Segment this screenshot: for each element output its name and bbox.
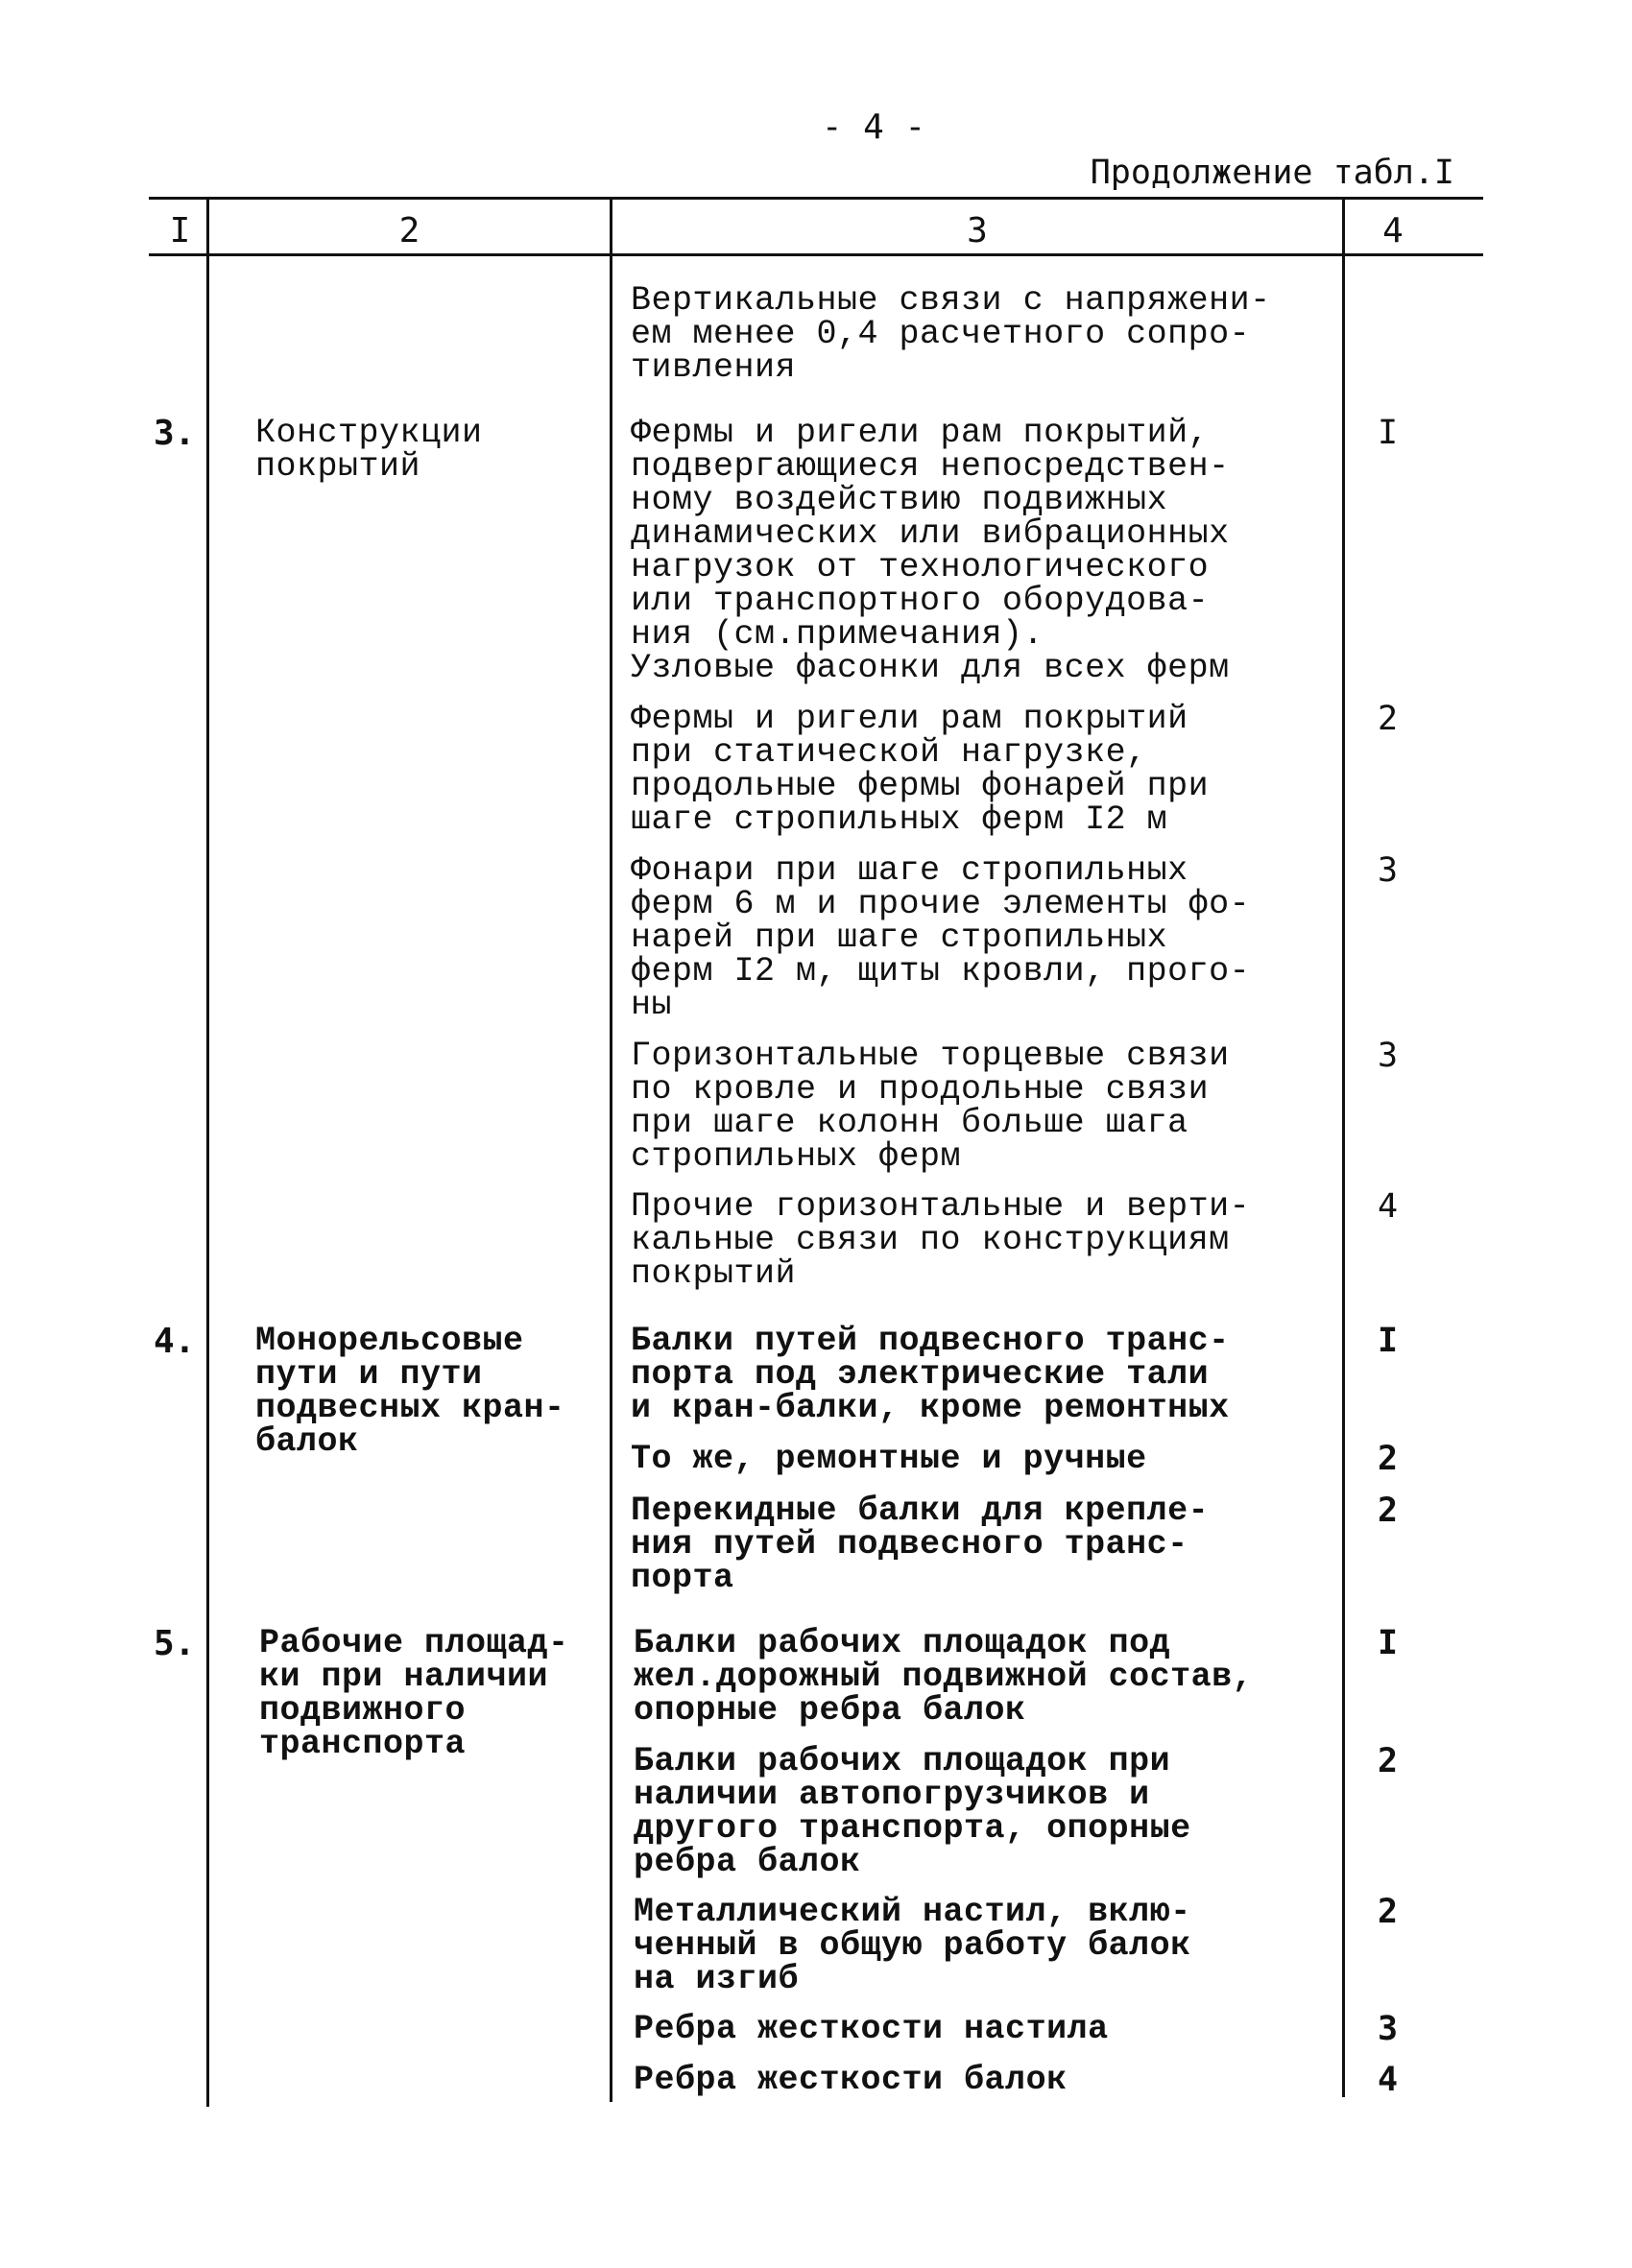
- table-cell-description: Балки путей подвесного транс- порта под электрические тали и кран-балки, кроме ремонтных: [631, 1322, 1230, 1427]
- table-continuation-label: Продолжение табл.I: [1090, 154, 1454, 192]
- table-cell-group: 2: [1378, 1893, 1399, 1931]
- table-cell-number: 3.: [154, 414, 196, 453]
- table-cell-description: Фонари при шаге стропильных ферм 6 м и прочие элементы фо- нарей при шаге стропильных ферм I2 м, щиты кровли, прого- ны: [631, 851, 1251, 1024]
- table-cell-description: Горизонтальные торцевые связи по кровле и продольные связи при шаге колонн больше шага стропильных ферм: [631, 1037, 1230, 1176]
- table-cell-group: 3: [1378, 851, 1399, 890]
- table-cell-group: 2: [1378, 700, 1399, 738]
- table-cell-description: Балки рабочих площадок под жел.дорожный подвижной состав, опорные ребра балок: [634, 1624, 1254, 1730]
- table-header-rule: [149, 253, 1483, 256]
- table-cell-group: 2: [1378, 1492, 1399, 1530]
- column-divider-2: [610, 197, 612, 2102]
- table-cell-description: Прочие горизонтальные и верти- кальные связи по конструкциям покрытий: [631, 1187, 1251, 1293]
- page-number: - 4 -: [821, 107, 926, 147]
- table-top-rule: [149, 197, 1483, 200]
- header-col-2: 2: [398, 211, 420, 251]
- table-cell-number: 5.: [154, 1624, 196, 1663]
- table-cell-group: I: [1378, 1322, 1399, 1360]
- table-cell-group: I: [1378, 414, 1399, 452]
- table-cell-description: Перекидные балки для крепле- ния путей подвесного транс- порта: [631, 1492, 1210, 1597]
- table-cell-group: 3: [1378, 1037, 1399, 1075]
- table-cell-group: 3: [1378, 2010, 1399, 2048]
- table-cell-group: I: [1378, 1624, 1399, 1662]
- table-cell-group: 4: [1378, 2061, 1399, 2099]
- header-col-1: I: [169, 211, 191, 251]
- table-cell-description: Фермы и ригели рам покрытий при статической нагрузке, продольные фермы фонарей при шаге стропильных ферм I2 м: [631, 700, 1210, 839]
- header-col-4: 4: [1382, 211, 1404, 251]
- table-cell-category: Конструкции покрытий: [255, 414, 483, 486]
- table-cell-description: Ребра жесткости настила: [634, 2010, 1109, 2048]
- table-cell-description: Ребра жесткости балок: [634, 2061, 1068, 2099]
- table-cell-description: То же, ремонтные и ручные: [631, 1440, 1147, 1478]
- table-cell-description: Вертикальные связи с напряжени- ем менее 0,4 расчетного сопро- тивления: [631, 281, 1271, 387]
- table-cell-number: 4.: [154, 1322, 196, 1361]
- header-col-3: 3: [967, 211, 988, 251]
- column-divider-1: [206, 197, 209, 2107]
- table-cell-description: Фермы и ригели рам покрытий, подвергающиеся непосредствен- ному воздействию подвижных динамических или вибрационных нагрузок от технологического или транспортного оборудова- ния (см.примечания). Узловые фасонки для всех ферм: [631, 414, 1230, 687]
- table-cell-description: Балки рабочих площадок при наличии автопогрузчиков и другого транспорта, опорные ребра балок: [634, 1742, 1191, 1881]
- table-cell-description: Металлический настил, вклю- ченный в общую работу балок на изгиб: [634, 1893, 1191, 1998]
- table-cell-category: Рабочие площад- ки при наличии подвижного транспорта: [259, 1624, 569, 1763]
- table-cell-category: Монорельсовые пути и пути подвесных кран- балок: [255, 1322, 565, 1461]
- column-divider-3: [1342, 197, 1345, 2097]
- table-cell-group: 2: [1378, 1440, 1399, 1478]
- table-cell-group: 2: [1378, 1742, 1399, 1780]
- table-cell-group: 4: [1378, 1187, 1399, 1226]
